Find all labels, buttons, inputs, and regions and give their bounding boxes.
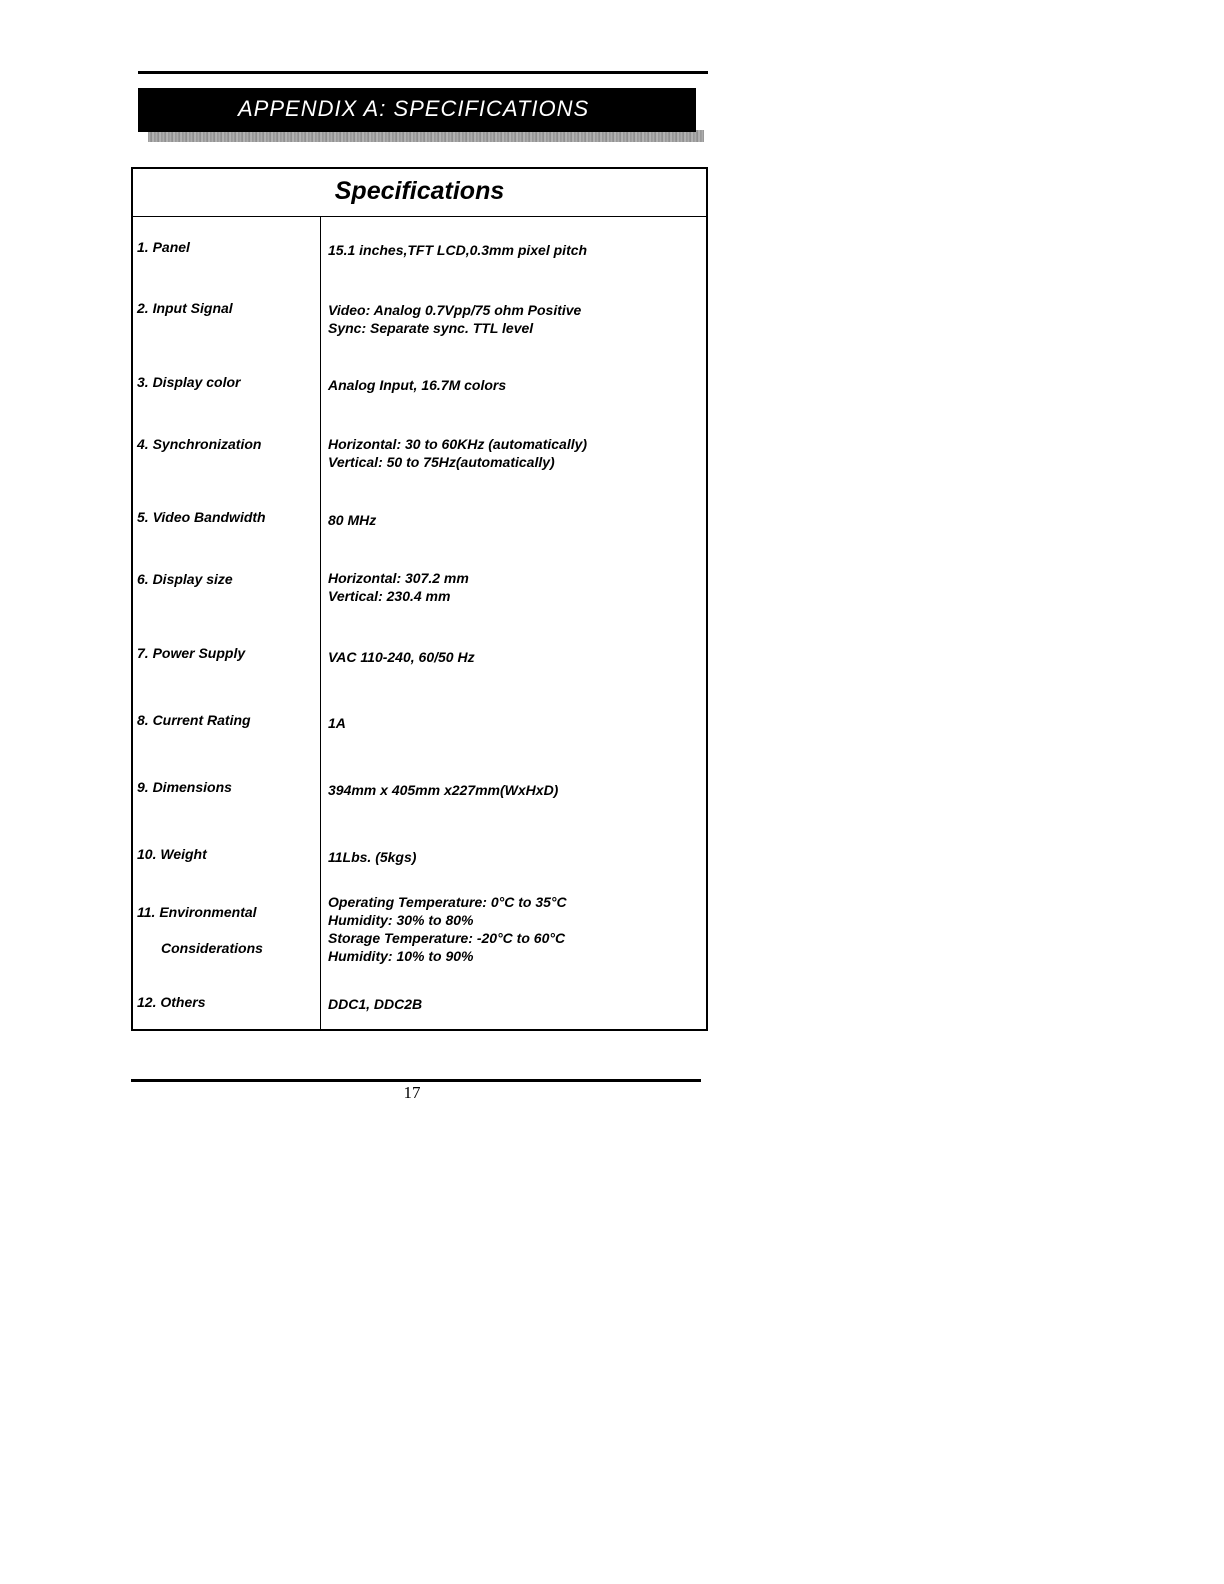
spec-value-line: Vertical: 50 to 75Hz(automatically) bbox=[328, 454, 555, 470]
spec-label-line: 8. Current Rating bbox=[137, 712, 251, 728]
spec-label-line: 10. Weight bbox=[137, 846, 207, 862]
spec-value-display-size bbox=[328, 569, 469, 605]
spec-label-line: 7. Power Supply bbox=[137, 645, 246, 661]
spec-label-weight bbox=[137, 845, 207, 863]
spec-label-line: 3. Display color bbox=[137, 374, 241, 390]
spec-label-display-color bbox=[137, 373, 240, 391]
spec-label-video-bandwidth bbox=[137, 508, 266, 526]
spec-value-video-bandwidth bbox=[328, 511, 376, 529]
spec-value-line: 1A bbox=[328, 715, 346, 731]
spec-value-synchronization bbox=[328, 435, 587, 471]
spec-value-line: Vertical: 230.4 mm bbox=[328, 588, 451, 604]
spec-label-others bbox=[137, 993, 205, 1011]
spec-label-line: 12. Others bbox=[137, 994, 206, 1010]
spec-value-input-signal bbox=[328, 301, 581, 337]
spec-value-dimensions bbox=[328, 781, 558, 799]
spec-value-line: Horizontal: 307.2 mm bbox=[328, 570, 469, 586]
spec-value-line: 394mm x 405mm x227mm(WxHxD) bbox=[328, 782, 559, 798]
spec-value-line: Analog Input, 16.7M colors bbox=[328, 377, 507, 393]
top-rule bbox=[138, 71, 708, 74]
spec-value-environmental bbox=[328, 893, 567, 965]
bottom-rule bbox=[131, 1079, 701, 1082]
spec-value-power-supply bbox=[328, 648, 475, 666]
appendix-banner bbox=[138, 88, 696, 132]
spec-value-current-rating bbox=[328, 714, 346, 732]
spec-value-line: 80 MHz bbox=[328, 512, 377, 528]
page-number: 17 bbox=[403, 1083, 421, 1102]
spec-label-line: 2. Input Signal bbox=[137, 300, 233, 316]
spec-label-line: Considerations bbox=[161, 940, 263, 956]
table-title-row bbox=[133, 169, 706, 217]
spec-label-line: 6. Display size bbox=[137, 571, 233, 587]
spec-value-line: DDC1, DDC2B bbox=[328, 996, 423, 1012]
spec-value-line: 15.1 inches,TFT LCD,0.3mm pixel pitch bbox=[328, 242, 588, 258]
spec-label-display-size bbox=[137, 570, 233, 588]
spec-label-power-supply bbox=[137, 644, 245, 662]
spec-value-line: Operating Temperature: 0°C to 35°C bbox=[328, 894, 567, 910]
spec-label-line: 11. Environmental bbox=[137, 904, 257, 920]
spec-value-others bbox=[328, 995, 422, 1013]
spec-label-current-rating bbox=[137, 711, 251, 729]
spec-value-weight bbox=[328, 848, 416, 866]
spec-label-synchronization bbox=[137, 435, 261, 453]
spec-label-line: 5. Video Bandwidth bbox=[137, 509, 266, 525]
spec-value-line: Horizontal: 30 to 60KHz (automatically) bbox=[328, 436, 588, 452]
specifications-table bbox=[131, 167, 708, 1031]
spec-value-line: Humidity: 10% to 90% bbox=[328, 948, 474, 964]
column-divider bbox=[320, 217, 321, 1029]
spec-label-panel bbox=[137, 238, 190, 256]
spec-value-display-color bbox=[328, 376, 506, 394]
spec-value-line: VAC 110-240, 60/50 Hz bbox=[328, 649, 475, 665]
spec-value-line: Storage Temperature: -20°C to 60°C bbox=[328, 930, 566, 946]
spec-label-line: 4. Synchronization bbox=[137, 436, 262, 452]
spec-value-line: Humidity: 30% to 80% bbox=[328, 912, 474, 928]
spec-label-dimensions bbox=[137, 778, 232, 796]
spec-label-line: 1. Panel bbox=[137, 239, 190, 255]
spec-value-line: Sync: Separate sync. TTL level bbox=[328, 320, 534, 336]
appendix-title: APPENDIX A: SPECIFICATIONS bbox=[238, 96, 590, 121]
spec-value-line: Video: Analog 0.7Vpp/75 ohm Positive bbox=[328, 302, 582, 318]
spec-label-input-signal bbox=[137, 299, 233, 317]
table-title: Specifications bbox=[334, 177, 505, 205]
spec-label-line: 9. Dimensions bbox=[137, 779, 232, 795]
spec-label-environmental bbox=[137, 894, 263, 966]
spec-value-panel bbox=[328, 241, 587, 259]
spec-value-line: 11Lbs. (5kgs) bbox=[328, 849, 417, 865]
